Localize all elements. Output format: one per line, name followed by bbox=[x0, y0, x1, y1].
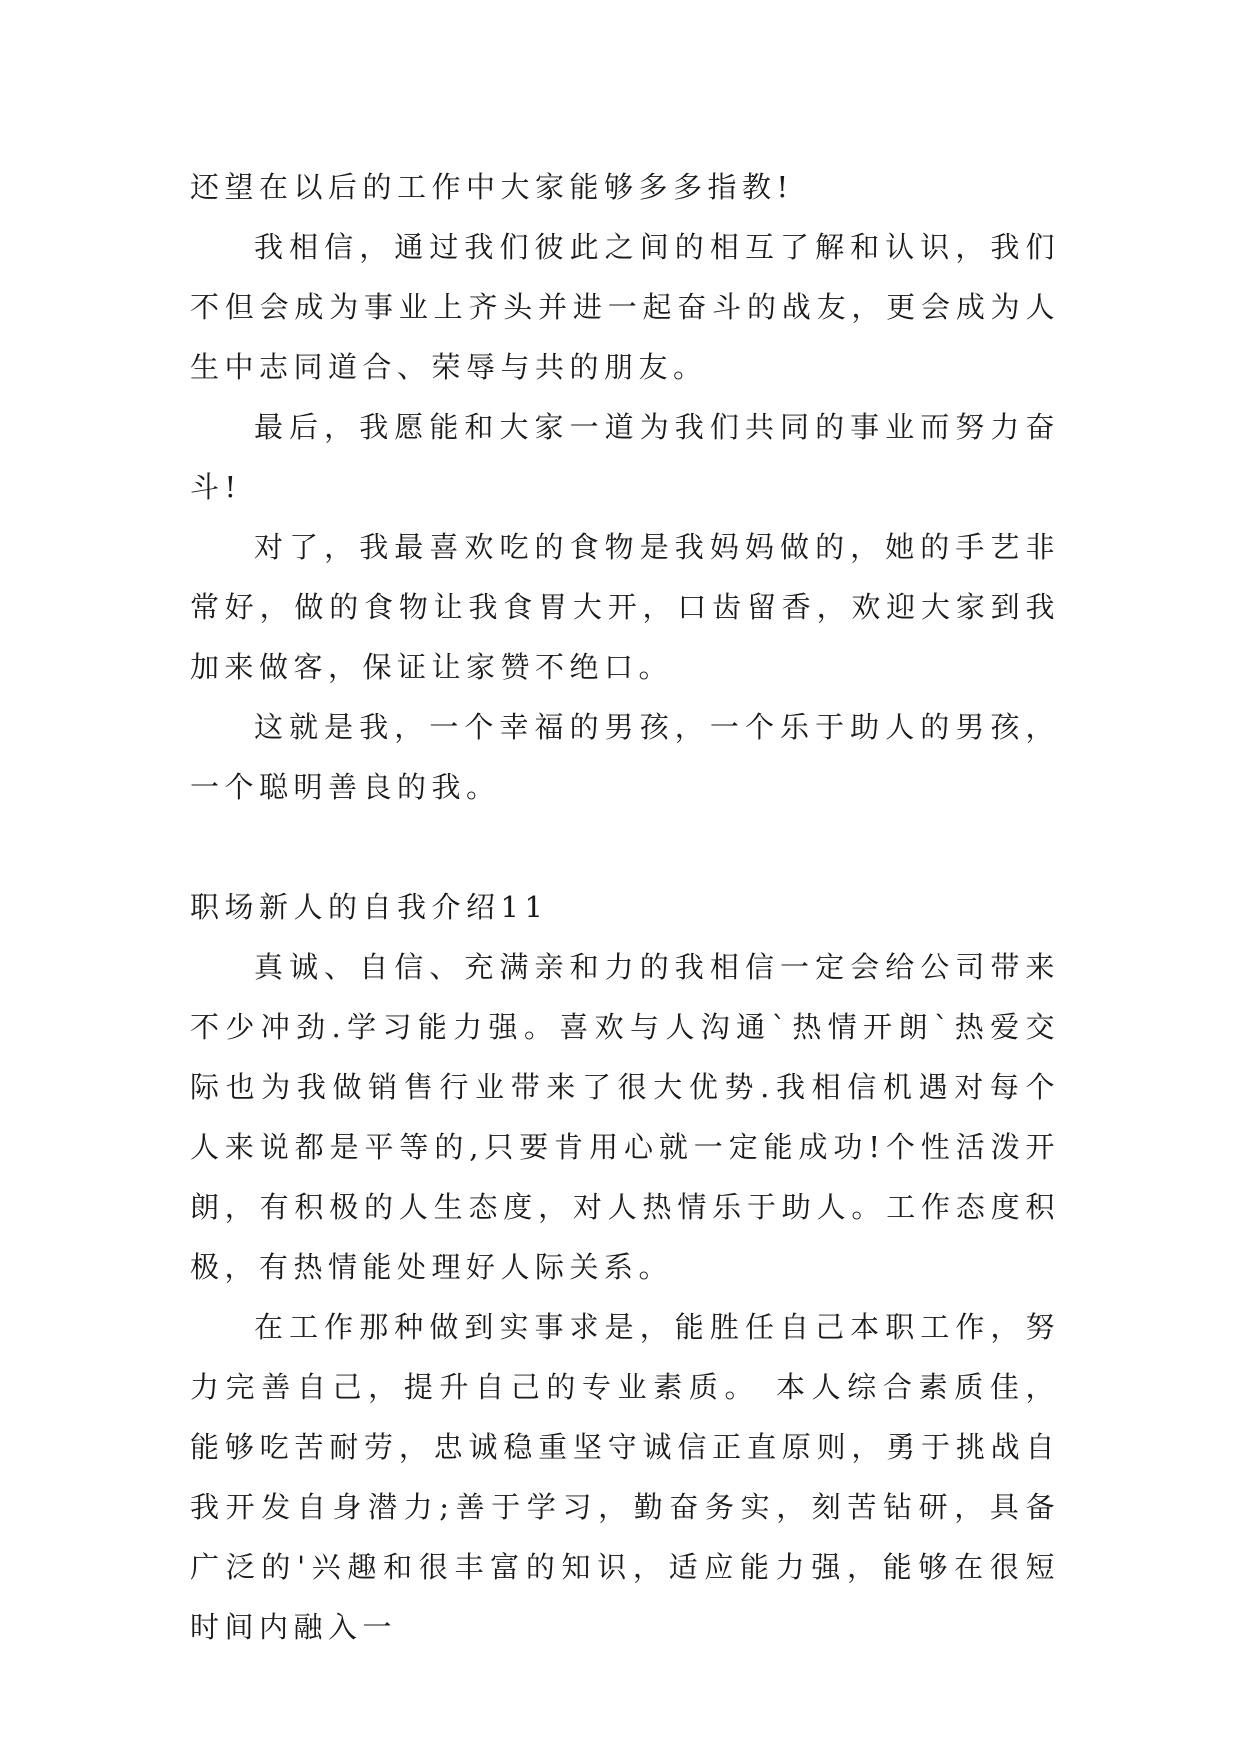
document-body bbox=[190, 157, 1060, 1657]
section-title: 职场新人的自我介绍11 bbox=[190, 890, 549, 924]
paragraph: 真诚、自信、充满亲和力的我相信一定会给公司带来不少冲劲.学习能力强。喜欢与人沟通`热情开朗`热爱交际也为我做销售行业带来了很大优势.我相信机遇对每个人来说都是平等的,只要肯用心就一定能成功!个性活泼开朗，有积极的人生态度，对人热情乐于助人。工作态度积极，有热情能处理好人际关系。 bbox=[190, 950, 1060, 1284]
paragraph: 我相信，通过我们彼此之间的相互了解和认识，我们不但会成为事业上齐头并进一起奋斗的战友，更会成为人生中志同道合、荣辱与共的朋友。 bbox=[190, 230, 1060, 384]
paragraph-continuation: 还望在以后的工作中大家能够多多指教! bbox=[190, 170, 794, 204]
paragraph: 这就是我，一个幸福的男孩，一个乐于助人的男孩，一个聪明善良的我。 bbox=[190, 710, 1060, 804]
paragraph: 在工作那种做到实事求是，能胜任自己本职工作，努力完善自己，提升自己的专业素质。 本人综合素质佳，能够吃苦耐劳，忠诚稳重坚守诚信正直原则，勇于挑战自我开发自身潜力;善于学习，勤奋务实，刻苦钻研，具备广泛的'兴趣和很丰富的知识，适应能力强，能够在很短时间内融入一 bbox=[190, 1310, 1060, 1644]
paragraph: 对了，我最喜欢吃的食物是我妈妈做的，她的手艺非常好，做的食物让我食胃大开，口齿留香，欢迎大家到我加来做客，保证让家赞不绝口。 bbox=[190, 530, 1060, 684]
paragraph: 最后，我愿能和大家一道为我们共同的事业而努力奋斗! bbox=[190, 410, 1060, 504]
